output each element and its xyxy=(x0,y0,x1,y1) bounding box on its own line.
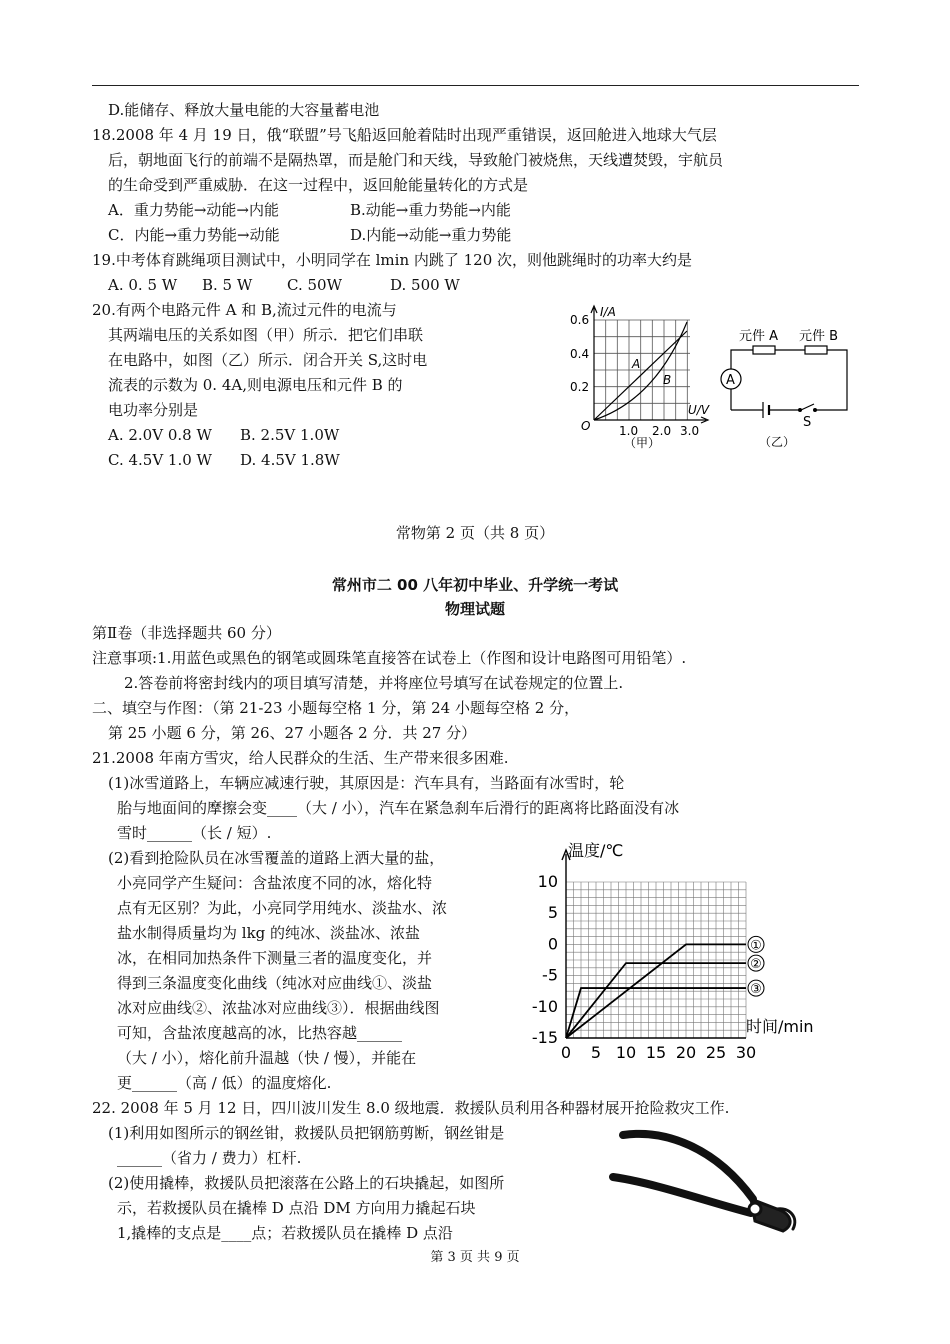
y-tick-label: 0 xyxy=(547,934,558,954)
temp-xlabel: 时间/min xyxy=(746,1017,814,1036)
page3-footer: 第 3 页 共 9 页 xyxy=(430,1250,520,1265)
q22-p1-line1: (1)利用如图所示的钢丝钳，救援队员把钢筋剪断，钢丝钳是 xyxy=(108,1124,505,1142)
q21-p2-line10: 更______（高 / 低）的温度熔化. xyxy=(117,1074,332,1092)
q19-option-d: D. 500 W xyxy=(390,276,460,294)
iu-origin: O xyxy=(581,419,591,433)
q18-text-line3: 的生命受到严重威胁．在这一过程中，返回舱能量转化的方式是 xyxy=(108,176,529,194)
x-tick-label: 25 xyxy=(705,1043,727,1062)
y-tick-label: -5 xyxy=(542,965,558,985)
q20-option-c: C. 4.5V 1.0 W xyxy=(108,451,212,469)
exam-title: 常州市二 00 八年初中毕业、升学统一考试 xyxy=(331,576,619,594)
x-tick-label: 5 xyxy=(590,1043,602,1062)
q21-p2-line1: (2)看到抢险队员在冰雪覆盖的道路上洒大量的盐， xyxy=(108,849,445,867)
section-heading: 第Ⅱ卷（非选择题共 60 分） xyxy=(92,624,281,642)
series-label-2: ② xyxy=(750,957,762,973)
q22-p2-line3: 1,撬棒的支点是____点；若救援队员在撬棒 D 点沿 xyxy=(117,1224,453,1242)
iu-curve-b-label: B xyxy=(663,373,672,387)
circuit-figure xyxy=(715,320,855,450)
q21-p1-line2: 胎与地面间的摩擦会变____（大 / 小），汽车在紧急刹车后滑行的距离将比路面没有冰 xyxy=(117,799,680,817)
q21-p2-line4: 盐水制得质量均为 lkg 的纯冰、淡盐冰、浓盐 xyxy=(117,924,421,942)
page-top-rule xyxy=(92,85,859,86)
temperature-chart xyxy=(520,836,820,1066)
series-label-3: ③ xyxy=(750,982,762,998)
element-a-label: 元件 A xyxy=(739,329,779,344)
iu-xtick: 3.0 xyxy=(680,424,700,438)
q21-text: 21.2008 年南方雪灾，给人民群众的生活、生产带来很多困难. xyxy=(92,749,509,767)
part2-heading-line2: 第 25 小题 6 分，第 26、27 小题各 2 分．共 27 分） xyxy=(108,724,477,742)
q22-p2-line1: (2)使用撬棒，救援队员把滚落在公路上的石块撬起，如图所 xyxy=(108,1174,505,1192)
y-tick-label: -10 xyxy=(531,996,558,1016)
iu-ytick: 0.4 xyxy=(570,347,590,361)
q21-p1-line3: 雪时______（长 / 短）. xyxy=(117,824,272,842)
pliers-illustration xyxy=(605,1125,805,1245)
q19-text: 19.中考体育跳绳项目测试中，小明同学在 lmin 内跳了 120 次，则他跳绳时的功率大约是 xyxy=(92,251,693,269)
y-tick-label: 5 xyxy=(547,903,558,923)
q20-text-line2: 其两端电压的关系如图（甲）所示．把它们串联 xyxy=(108,326,424,344)
q18-option-c: C．内能→重力势能→动能 xyxy=(108,226,280,244)
q20-text-line1: 20.有两个电路元件 A 和 B,流过元件的电流与 xyxy=(92,301,397,319)
q21-p2-line8: 可知，含盐浓度越高的冰，比热容越______ xyxy=(117,1024,403,1042)
q18-option-b: B.动能→重力势能→内能 xyxy=(350,201,511,219)
q21-p2-line9: （大 / 小），熔化前升温越（快 / 慢），并能在 xyxy=(117,1049,417,1067)
q18-text-line2: 后，朝地面飞行的前端不是隔热罩，而是舱门和天线，导致舱门被烧焦，天线遭焚毁，宇航员 xyxy=(108,151,724,169)
x-tick-label: 15 xyxy=(645,1043,667,1062)
iu-ylabel: I/A xyxy=(600,305,616,319)
q22-p2-line2: 示，若救援队员在撬棒 D 点沿 DM 方向用力撬起石块 xyxy=(117,1199,476,1217)
y-tick-label: -15 xyxy=(531,1028,558,1047)
exam-subtitle: 物理试题 xyxy=(444,600,505,618)
iu-curve-a-label: A xyxy=(632,357,641,371)
q19-option-c: C. 50W xyxy=(287,276,342,294)
iu-xlabel: U/V xyxy=(688,403,710,417)
q18-option-a: A．重力势能→动能→内能 xyxy=(108,201,279,219)
iu-xtick: 2.0 xyxy=(652,424,672,438)
part2-heading-line1: 二、填空与作图：（第 21-23 小题每空格 1 分，第 24 小题每空格 2 分， xyxy=(92,699,580,717)
x-tick-label: 0 xyxy=(560,1043,572,1062)
iu-graph-figure xyxy=(560,300,720,450)
q17-option-d: D.能储存、释放大量电能的大容量蓄电池 xyxy=(108,101,380,119)
temp-ylabel: 温度/℃ xyxy=(568,841,624,860)
q18-text-line1: 18.2008 年 4 月 19 日，俄“联盟”号飞船返回舱着陆时出现严重错误，返回舱进入地球大气层 xyxy=(92,126,717,144)
element-a-resistor xyxy=(753,346,775,354)
q21-p1-line1: (1)冰雪道路上，车辆应减速行驶，其原因是：汽车具有，当路面有冰雪时，轮 xyxy=(108,774,625,792)
switch-label: S xyxy=(803,415,812,430)
x-tick-label: 30 xyxy=(735,1043,757,1062)
q20-text-line4: 流表的示数为 0. 4A,则电源电压和元件 B 的 xyxy=(108,376,403,394)
iu-caption: （甲） xyxy=(624,436,661,450)
q20-text-line5: 电功率分别是 xyxy=(108,401,199,419)
element-b-label: 元件 B xyxy=(799,329,839,344)
element-b-resistor xyxy=(805,346,827,354)
q20-option-b: B. 2.5V 1.0W xyxy=(240,426,340,444)
q22-text: 22. 2008 年 5 月 12 日，四川波川发生 8.0 级地震．救援队员利用各种器材展开抢险救灾工作. xyxy=(92,1099,730,1117)
q20-option-d: D. 4.5V 1.8W xyxy=(240,451,340,469)
iu-ytick: 0.6 xyxy=(570,313,590,327)
series-label-1: ① xyxy=(750,938,762,954)
q19-option-a: A. 0. 5 W xyxy=(108,276,178,294)
circuit-caption: （乙） xyxy=(759,435,796,449)
q21-p2-line5: 冰，在相同加热条件下测量三者的温度变化，并 xyxy=(117,949,433,967)
q21-p2-line2: 小亮同学产生疑问：含盐浓度不同的冰，熔化特 xyxy=(117,874,433,892)
q21-p2-line6: 得到三条温度变化曲线（纯冰对应曲线①、淡盐 xyxy=(117,974,433,992)
iu-ytick: 0.2 xyxy=(570,380,590,394)
q20-text-line3: 在电路中，如图（乙）所示．闭合开关 S,这时电 xyxy=(108,351,428,369)
switch-lever xyxy=(801,404,814,410)
notice-line1: 注意事项:1.用蓝色或黑色的钢笔或圆珠笔直接答在试卷上（作图和设计电路图可用铅笔）. xyxy=(92,649,687,667)
q22-p1-line2: ______（省力 / 费力）杠杆. xyxy=(117,1149,302,1167)
ammeter-label: A xyxy=(726,373,735,388)
q20-option-a: A. 2.0V 0.8 W xyxy=(108,426,212,444)
page2-footer: 常物第 2 页（共 8 页） xyxy=(395,524,555,542)
q21-p2-line7: 冰对应曲线②、浓盐冰对应曲线③）．根据曲线图 xyxy=(117,999,440,1017)
y-tick-label: 10 xyxy=(537,872,558,891)
q19-option-b: B. 5 W xyxy=(202,276,253,294)
notice-line2: 2.答卷前将密封线内的项目填写清楚，并将座位号填写在试卷规定的位置上. xyxy=(124,674,624,692)
iu-xtick: 1.0 xyxy=(619,424,639,438)
q18-option-d: D.内能→动能→重力势能 xyxy=(350,226,512,244)
q21-p2-line3: 点有无区别？为此，小亮同学用纯水、淡盐水、浓 xyxy=(117,899,448,917)
x-tick-label: 20 xyxy=(675,1043,697,1062)
x-tick-label: 10 xyxy=(615,1043,637,1062)
